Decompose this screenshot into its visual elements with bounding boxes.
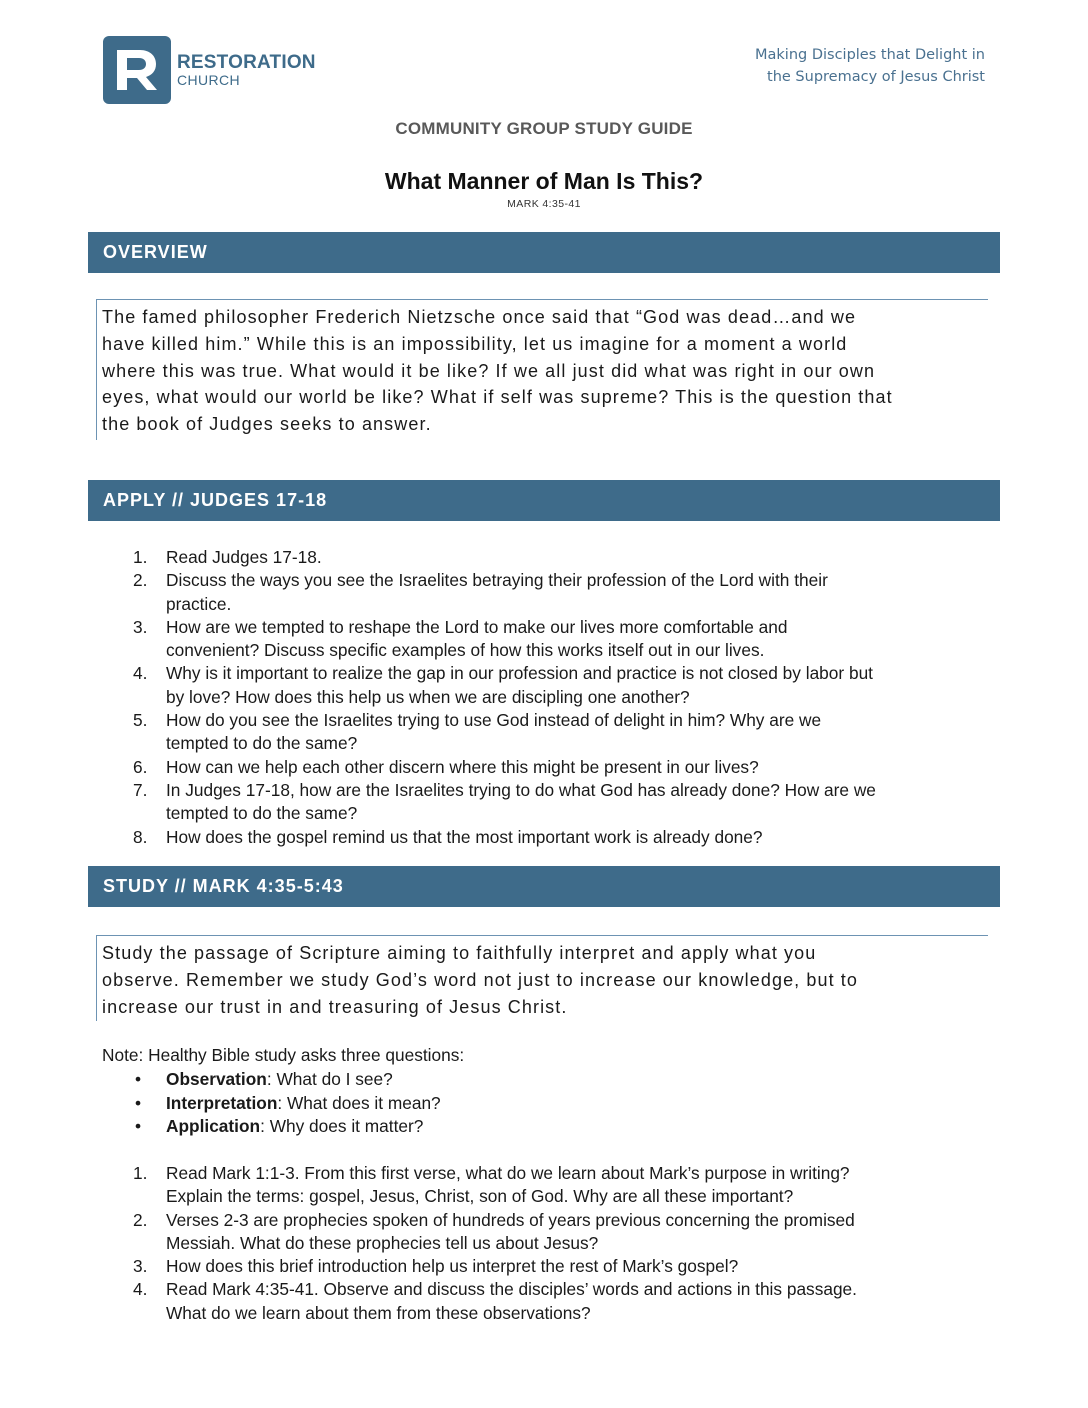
church-logo <box>103 36 316 104</box>
list-item <box>133 756 993 779</box>
item-text: convenient? Discuss specific examples of how this works itself out in our lives. <box>166 640 765 661</box>
item-number: 3. <box>133 1256 148 1277</box>
list-item <box>133 826 993 849</box>
study-question-list <box>133 1162 993 1325</box>
scripture-reference: MARK 4:35-41 <box>507 198 581 210</box>
item-number: 2. <box>133 1209 148 1230</box>
item-number: 4. <box>133 663 148 684</box>
study-intro-line: Study the passage of Scripture aiming to faithfully interpret and apply what you <box>102 943 817 963</box>
item-text: practice. <box>166 593 232 614</box>
question-term: Application <box>166 1116 261 1137</box>
item-text: by love? How does this help us when we are discipling one another? <box>166 686 690 707</box>
list-item <box>133 1209 993 1256</box>
item-number: 8. <box>133 826 148 847</box>
question-text: : What do I see? <box>266 1069 393 1089</box>
apply-question-list <box>133 546 993 849</box>
overview-callout <box>96 299 988 440</box>
bullet-icon: • <box>135 1116 142 1137</box>
item-number: 1. <box>133 547 148 567</box>
overview-heading: OVERVIEW <box>88 232 1000 273</box>
list-item <box>133 1162 993 1209</box>
item-text: Messiah. What do these prophecies tell us about Jesus? <box>166 1232 599 1253</box>
item-text: Why is it important to realize the gap in our profession and practice is not closed by labor but <box>166 663 873 684</box>
item-text: In Judges 17-18, how are the Israelites trying to do what God has already done? How are we <box>166 779 876 800</box>
bible-study-questions <box>133 1068 441 1139</box>
question-term: Observation <box>166 1069 267 1089</box>
list-item <box>133 546 993 569</box>
study-callout <box>96 935 988 1021</box>
tagline <box>755 44 985 88</box>
item-text: tempted to do the same? <box>166 733 358 754</box>
item-text: How does the gospel remind us that the most important work is already done? <box>166 826 763 847</box>
item-text: Explain the terms: gospel, Jesus, Christ, son of God. Why are all these important? <box>166 1186 794 1207</box>
overview-line: the book of Judges seeks to answer. <box>102 414 432 435</box>
overview-line: The famed philosopher Frederich Nietzsche once said that “God was dead…and we <box>102 307 857 327</box>
apply-heading: APPLY // JUDGES 17-18 <box>88 480 1000 521</box>
bullet-icon: • <box>135 1092 142 1113</box>
item-text: How can we help each other discern where this might be present in our lives? <box>166 756 759 777</box>
item-number: 5. <box>133 710 148 731</box>
item-text: How do you see the Israelites trying to use God instead of delight in him? Why are we <box>166 710 822 731</box>
item-text: Verses 2-3 are prophecies spoken of hundreds of years previous concerning the promised <box>166 1209 855 1230</box>
study-intro-line: increase our trust in and treasuring of Jesus Christ. <box>102 996 568 1017</box>
item-number: 4. <box>133 1279 148 1300</box>
guide-title: COMMUNITY GROUP STUDY GUIDE <box>395 119 693 138</box>
bullet-icon: • <box>135 1069 142 1089</box>
list-item <box>133 1255 993 1278</box>
question-text: : What does it mean? <box>277 1092 441 1113</box>
study-intro-line: observe. Remember we study God’s word not just to increase our knowledge, but to <box>102 969 859 990</box>
list-item <box>133 1068 441 1092</box>
item-number: 7. <box>133 779 148 800</box>
list-item <box>133 662 993 709</box>
item-text: Read Judges 17-18. <box>166 547 322 567</box>
logo-subtitle: CHURCH <box>177 72 241 88</box>
item-number: 2. <box>133 570 148 591</box>
question-term: Interpretation <box>166 1092 278 1113</box>
item-text: How are we tempted to reshape the Lord to make our lives more comfortable and <box>166 616 788 637</box>
tagline-line: the Supremacy of Jesus Christ <box>767 69 985 85</box>
list-item <box>133 1092 441 1116</box>
item-text: tempted to do the same? <box>166 803 358 824</box>
overview-line: where this was true. What would it be like? If we all just did what was right in our own <box>102 360 876 381</box>
item-number: 6. <box>133 756 148 777</box>
list-item <box>133 569 993 616</box>
item-text: How does this brief introduction help us interpret the rest of Mark’s gospel? <box>166 1256 739 1277</box>
logo-name: RESTORATION <box>177 52 316 73</box>
list-item <box>133 1278 993 1325</box>
overview-line: eyes, what would our world be like? What if self was supreme? This is the question that <box>102 387 893 408</box>
item-text: Read Mark 4:35-41. Observe and discuss the disciples’ words and actions in this passage. <box>166 1279 857 1300</box>
list-item <box>133 709 993 756</box>
tagline-line: Making Disciples that Delight in <box>755 47 985 63</box>
page-title: What Manner of Man Is This? <box>384 168 704 194</box>
study-heading: STUDY // MARK 4:35-5:43 <box>88 866 1000 907</box>
study-note: Note: Healthy Bible study asks three questions: <box>102 1045 465 1065</box>
question-text: : Why does it matter? <box>260 1116 424 1137</box>
item-text: What do we learn about them from these observations? <box>166 1302 591 1323</box>
logo-r-icon <box>103 36 171 104</box>
item-number: 3. <box>133 616 148 637</box>
list-item <box>133 616 993 663</box>
overview-line: have killed him.” While this is an impossibility, let us imagine for a moment a world <box>102 333 848 354</box>
list-item <box>133 1115 441 1139</box>
list-item <box>133 779 993 826</box>
item-text: Read Mark 1:1-3. From this first verse, what do we learn about Mark’s purpose in writing? <box>166 1163 850 1183</box>
item-text: Discuss the ways you see the Israelites betraying their profession of the Lord with their <box>166 570 828 591</box>
item-number: 1. <box>133 1163 148 1183</box>
